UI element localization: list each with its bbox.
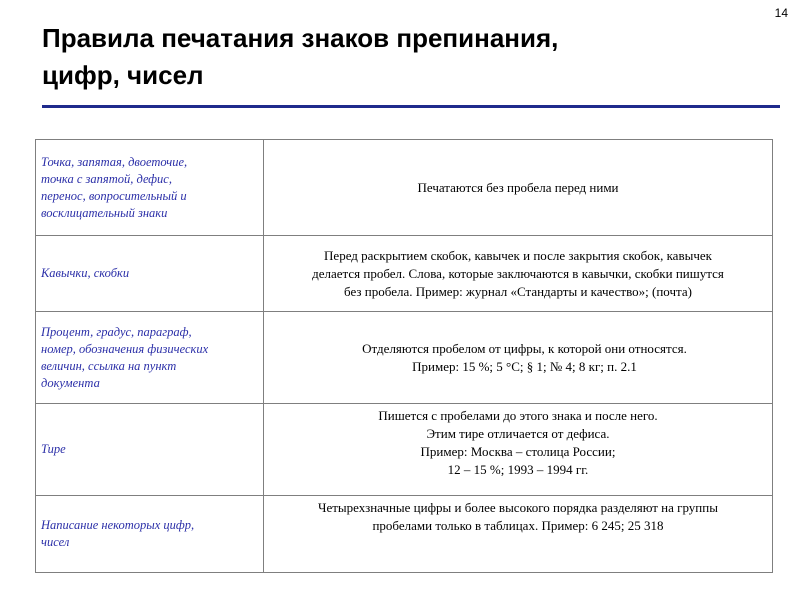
term-cell	[36, 312, 264, 404]
description-cell	[264, 312, 773, 404]
description-line: 12 – 15 %; 1993 – 1994 гг.	[447, 462, 589, 477]
term-line: документа	[41, 375, 100, 390]
term-line: перенос, вопросительный и	[41, 188, 187, 203]
term-line: восклицательный знаки	[41, 205, 168, 220]
table-row	[36, 236, 773, 312]
term-line: Точка, запятая, двоеточие,	[41, 154, 188, 169]
term-line: Написание некоторых цифр,	[41, 518, 195, 532]
slide-title-line-1: Правила печатания знаков препинания,	[42, 23, 559, 53]
description-cell	[264, 496, 773, 573]
term-line: Процент, градус, параграф,	[41, 324, 192, 339]
description-line: Пример: Москва – столица России;	[420, 444, 616, 459]
description-line: Четырехзначные цифры и более высокого порядка разделяют на группы	[318, 500, 718, 515]
description-cell	[264, 140, 773, 236]
term-line: Тире	[41, 442, 66, 456]
term-line: величин, ссылка на пункт	[41, 358, 177, 373]
table-row	[36, 496, 773, 573]
term-cell	[36, 140, 264, 236]
rules-table	[35, 139, 773, 573]
table-row	[36, 312, 773, 404]
description-cell	[264, 236, 773, 312]
term-line: Кавычки, скобки	[41, 266, 130, 280]
term-line: номер, обозначения физических	[41, 341, 209, 356]
slide-title	[42, 20, 742, 94]
description-line: Пишется с пробелами до этого знака и после него.	[378, 408, 658, 423]
term-line: точка с запятой, дефис,	[41, 171, 172, 186]
description-line: Пример: 15 %; 5 °С; § 1; № 4; 8 кг; п. 2.1	[412, 358, 637, 374]
description-line: Этим тире отличается от дефиса.	[426, 426, 610, 441]
description-line: Перед раскрытием скобок, кавычек и после закрытия скобок, кавычек	[324, 247, 712, 263]
description-line: Отделяются пробелом от цифры, к которой они относятся.	[362, 340, 687, 356]
page-number: 14	[774, 6, 788, 20]
table-row	[36, 140, 773, 236]
term-cell	[36, 496, 264, 573]
description-cell	[264, 404, 773, 496]
description-line: без пробела. Пример: журнал «Стандарты и качество»; (почта)	[344, 283, 692, 299]
title-underline	[42, 105, 780, 108]
term-cell	[36, 236, 264, 312]
description-line: пробелами только в таблицах. Пример: 6 245; 25 318	[372, 518, 664, 533]
table-row	[36, 404, 773, 496]
term-line: чисел	[41, 535, 70, 549]
term-cell	[36, 404, 264, 496]
slide-title-line-2: цифр, чисел	[42, 60, 204, 90]
description-line: делается пробел. Слова, которые заключаются в кавычки, скобки пишутся	[312, 265, 724, 281]
description-line: Печатаются без пробела перед ними	[417, 179, 619, 195]
